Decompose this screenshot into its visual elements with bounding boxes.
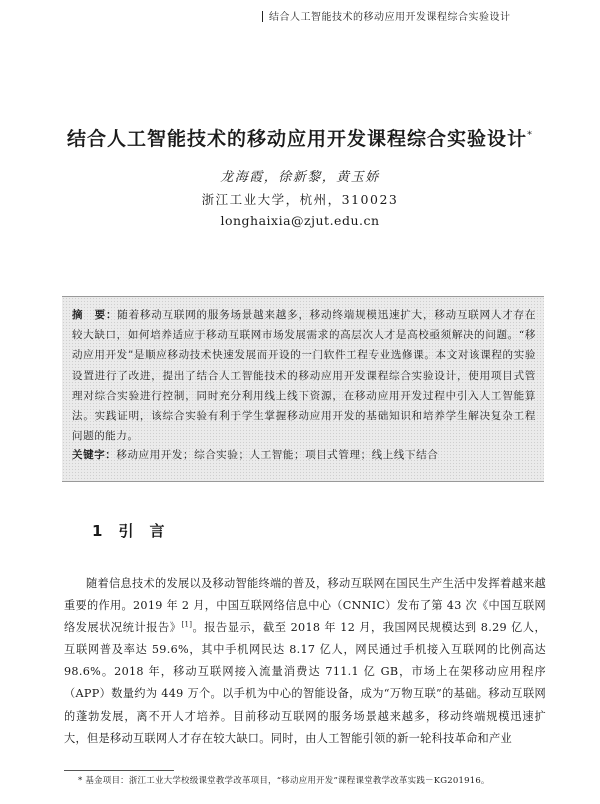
keywords-text: 移动应用开发；综合实验；人工智能；项目式管理；线上线下结合 xyxy=(116,449,439,461)
section-number: 1 xyxy=(92,522,105,540)
body-text-part2: 。报告显示，截至 2018 年 12 月，我国网民规模达到 8.29 亿人，互联网普及率达 59.6%，其中手机网民达 8.17 亿人，网民通过手机接入互联网的比例高达 98.6%。2018 年，移动互联网接入流量消费达 711.1 亿 GB，市场上在架移动应用程序（APP）数量约为 449 万个。以手机为中心的智能设备，成为“万物互联”的基础。移动互联网的蓬勃发展，离不开人才培养。目前移动互联网的服务场景越来越多，移动终端规模迅速扩大，但是移动互联网人才存在较大缺口。同时，由人工智能引领的新一轮科技革命和产业 xyxy=(64,621,546,745)
abstract-box xyxy=(62,296,544,482)
section-heading xyxy=(92,520,180,541)
body-text-part1: 随着信息技术的发展以及移动智能终端的普及，移动互联网在国民生产生活中发挥着越来越重要的作用。2019 年 2 月，中国互联网络信息中心（CNNIC）发布了第 43 次《中国互联网络发展状况统计报告》 xyxy=(64,577,546,635)
abstract xyxy=(72,305,536,446)
section-name: 引言 xyxy=(118,522,181,540)
keywords xyxy=(72,447,536,462)
header-divider xyxy=(262,11,263,22)
abstract-label: 摘 要： xyxy=(72,309,118,321)
paper-title-text: 结合人工智能技术的移动应用开发课程综合实验设计 xyxy=(66,128,527,150)
abstract-text: 随着移动互联网的服务场景越来越多，移动终端规模迅速扩大，移动互联网人才存在较大缺口，如何培养适应于移动互联网市场发展需求的高层次人才是高校亟须解决的问题。“移动应用开发”是顺应移动技术快速发展而开设的一门软件工程专业选修课。本文对该课程的实验设置进行了改进，提出了结合人工智能技术的移动应用开发课程综合实验设计，使用项目式管理对综合实验进行控制，同时充分利用线上线下资源，在移动应用开发过程中引入人工智能算法。实践证明，该综合实验有利于学生掌握移动应用开发的基础知识和培养学生解决复杂工程问题的能力。 xyxy=(72,309,536,443)
author-list: 龙海霞，徐新黎，黄玉娇 xyxy=(220,170,380,185)
affiliation: 浙江工业大学，杭州，310023 xyxy=(201,192,399,207)
author-email: longhaixia@zjut.edu.cn xyxy=(220,213,380,228)
title-footnote-mark: * xyxy=(527,129,533,141)
footnote-rule xyxy=(64,770,174,771)
running-header xyxy=(262,8,582,23)
paper-title xyxy=(0,124,600,151)
running-header-text: 结合人工智能技术的移动应用开发课程综合实验设计 xyxy=(269,12,511,23)
keywords-label: 关键字： xyxy=(72,449,117,461)
footnote: * 基金项目：浙江工业大学校级课堂教学改革项目，“移动应用开发”课程课堂教学改革实践－KG201916。 xyxy=(78,776,490,786)
body-paragraph xyxy=(64,573,546,750)
citation-ref: [1] xyxy=(181,620,193,629)
